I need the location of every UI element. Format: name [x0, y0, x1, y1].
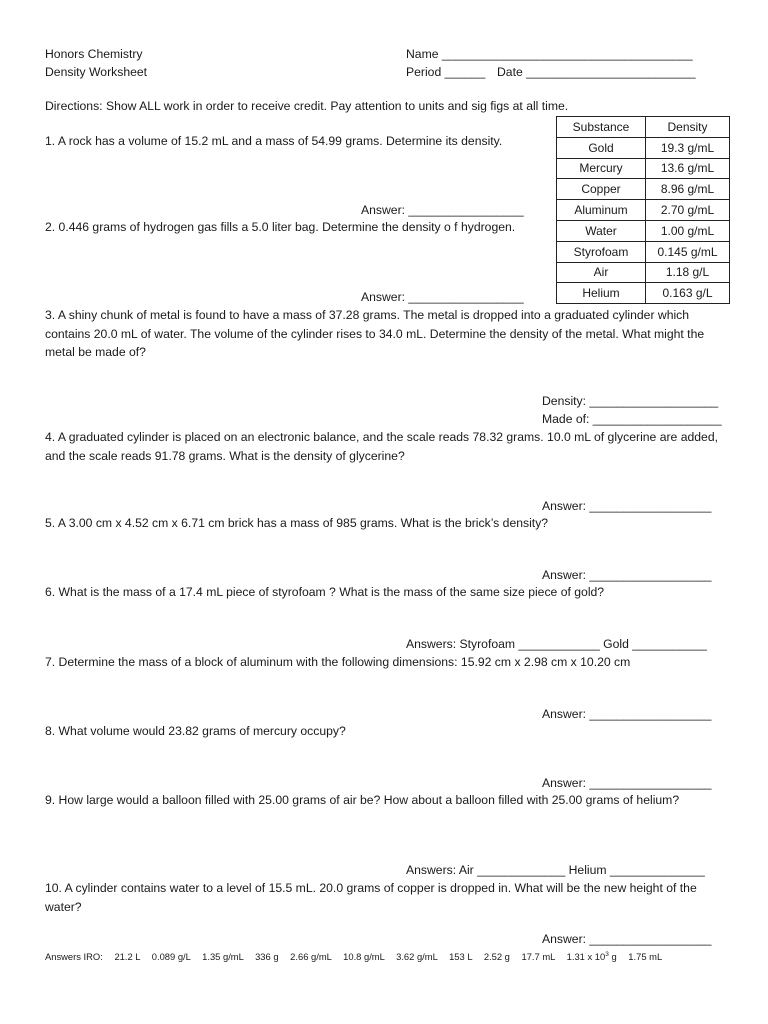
answer-key-value: 1.75 mL — [628, 951, 663, 962]
answer-line-10: Answer: __________________ — [542, 932, 712, 946]
table-row — [557, 158, 730, 179]
table-cell: Mercury — [557, 158, 646, 179]
table-header-density: Density — [646, 117, 730, 138]
table-cell: 1.18 g/L — [646, 262, 730, 283]
sci-unit: g — [608, 951, 617, 962]
answer-key-value: 336 g — [255, 951, 279, 962]
table-cell: Styrofoam — [557, 241, 646, 262]
name-field: Name _____________________________________ — [406, 47, 693, 61]
answer-key-value: 17.7 mL — [521, 951, 556, 962]
answer-key-value: 0.089 g/L — [151, 951, 191, 962]
answer-line-2: Answer: _________________ — [361, 290, 524, 304]
answer-key-value: 2.66 g/mL — [290, 951, 332, 962]
date-field: Date _________________________ — [497, 65, 696, 79]
table-row — [557, 283, 730, 304]
table-row — [557, 200, 730, 221]
answer-key — [45, 949, 662, 963]
worksheet-title: Density Worksheet — [45, 65, 148, 79]
table-cell: 0.163 g/L — [646, 283, 730, 304]
table-row — [557, 220, 730, 241]
answer-line-8: Answer: __________________ — [542, 776, 712, 790]
answer-key-value: 1.35 g/mL — [202, 951, 244, 962]
table-cell: Gold — [557, 137, 646, 158]
sci-mantissa: 1.31 x 10 — [566, 951, 606, 962]
answer-key-value: 10.8 g/mL — [343, 951, 385, 962]
table-cell: 2.70 g/mL — [646, 200, 730, 221]
table-cell: 19.3 g/mL — [646, 137, 730, 158]
question-8: 8. What volume would 23.82 grams of mercury occupy? — [45, 724, 346, 738]
density-table — [556, 116, 730, 304]
question-9: 9. How large would a balloon filled with 25.00 grams of air be? How about a balloon filled with 25.00 grams of helium? — [45, 793, 680, 807]
directions: Directions: Show ALL work in order to receive credit. Pay attention to units and sig figs at all time. — [45, 99, 569, 113]
answer-key-value: 2.52 g — [483, 951, 510, 962]
sci-exponent: 3 — [605, 951, 609, 958]
answer-line-5: Answer: __________________ — [542, 568, 712, 582]
answer-line-6: Answers: Styrofoam ____________ Gold ___________ — [406, 637, 707, 651]
table-cell: 13.6 g/mL — [646, 158, 730, 179]
table-cell: Air — [557, 262, 646, 283]
table-cell: Copper — [557, 179, 646, 200]
answer-key-value: 153 L — [449, 951, 473, 962]
table-header-row — [557, 117, 730, 138]
course-name: Honors Chemistry — [45, 47, 143, 61]
answer-key-label: Answers IRO: — [45, 951, 103, 962]
question-3: 3. A shiny chunk of metal is found to have a mass of 37.28 grams. The metal is dropped into a graduated cylinder which contains 20.0 mL of water. The volume of the cylinder rises to 34.0 mL. Determine the density of the metal. What might the metal be made of? — [45, 308, 705, 359]
table-cell: 8.96 g/mL — [646, 179, 730, 200]
answer-line-3-density: Density: ___________________ — [542, 394, 719, 408]
question-1: 1. A rock has a volume of 15.2 mL and a mass of 54.99 grams. Determine its density. — [45, 134, 503, 148]
question-6: 6. What is the mass of a 17.4 mL piece of styrofoam ? What is the mass of the same size piece of gold? — [45, 585, 605, 599]
table-cell: Helium — [557, 283, 646, 304]
answer-line-9: Answers: Air _____________ Helium ______________ — [406, 863, 705, 877]
answer-line-1: Answer: _________________ — [361, 203, 524, 217]
answer-line-4: Answer: __________________ — [542, 499, 712, 513]
table-header-substance: Substance — [557, 117, 646, 138]
table-cell: 0.145 g/mL — [646, 241, 730, 262]
answer-key-sci-value — [567, 951, 617, 962]
question-5: 5. A 3.00 cm x 4.52 cm x 6.71 cm brick has a mass of 985 grams. What is the brick’s density? — [45, 516, 549, 530]
answer-key-value: 3.62 g/mL — [396, 951, 438, 962]
table-row — [557, 137, 730, 158]
table-cell: Aluminum — [557, 200, 646, 221]
table-row — [557, 241, 730, 262]
period-field: Period ______ — [406, 65, 486, 79]
answer-line-3-made-of: Made of: ___________________ — [542, 412, 722, 426]
question-10: 10. A cylinder contains water to a level of 15.5 mL. 20.0 grams of copper is dropped in. What will be the new height of the water? — [45, 881, 697, 914]
question-4: 4. A graduated cylinder is placed on an electronic balance, and the scale reads 78.32 grams. 10.0 mL of glycerine are added, and the scale reads 91.78 grams. What is the density of glycerine? — [45, 430, 718, 463]
question-2: 2. 0.446 grams of hydrogen gas fills a 5.0 liter bag. Determine the density o f hydrogen. — [45, 220, 516, 234]
table-row — [557, 262, 730, 283]
table-row — [557, 179, 730, 200]
question-7: 7. Determine the mass of a block of aluminum with the following dimensions: 15.92 cm x 2.98 cm x 10.20 cm — [45, 655, 631, 669]
answer-line-7: Answer: __________________ — [542, 707, 712, 721]
answer-key-value: 21.2 L — [114, 951, 141, 962]
table-cell: Water — [557, 220, 646, 241]
table-cell: 1.00 g/mL — [646, 220, 730, 241]
